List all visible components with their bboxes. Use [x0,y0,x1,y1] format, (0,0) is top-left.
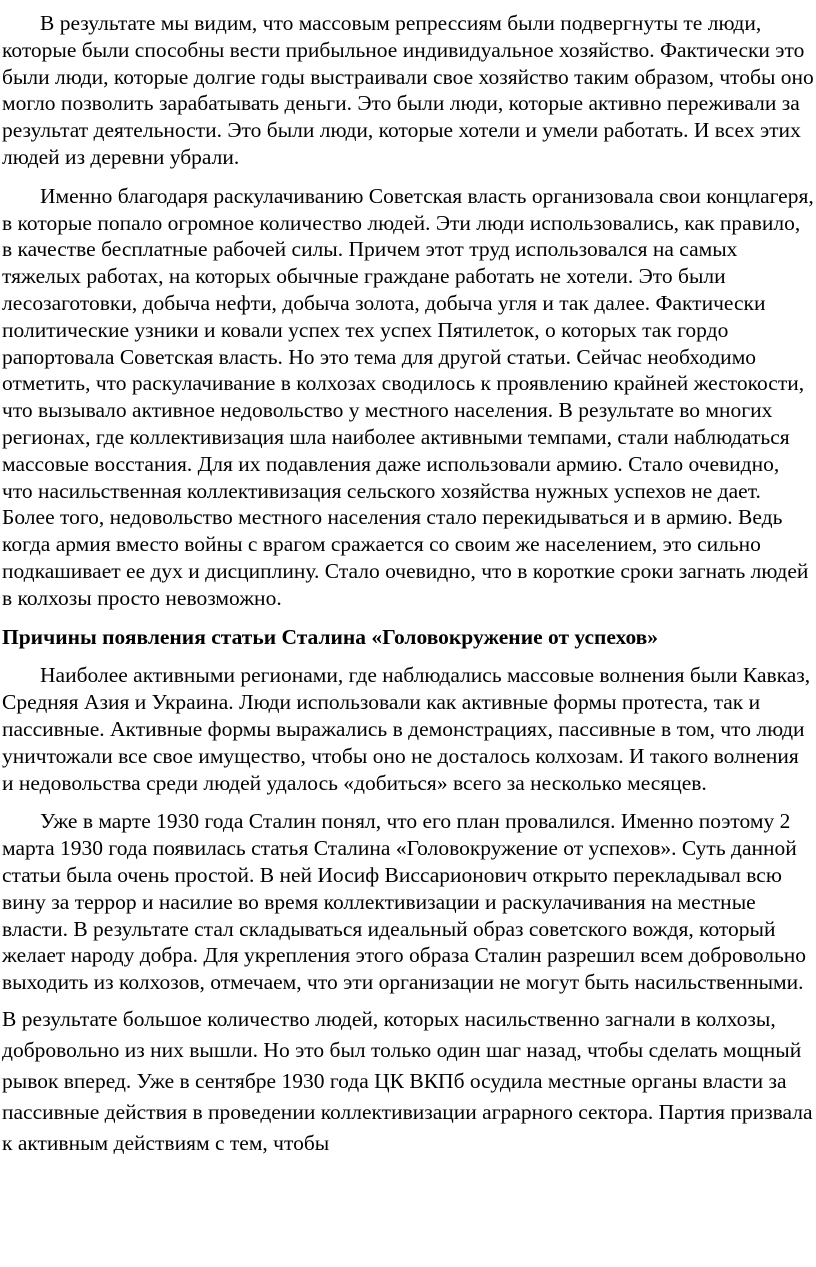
paragraph-repressions: В результате мы видим, что массовым репрессиям были подвергнуты те люди, которые были способны вести прибыльное индивидуальное хозяйство. Фактически это были люди, которые долгие годы выстраивали свое хозяйство таким образом, чтобы оно могло позволить зарабатывать деньги. Это были люди, которые активно переживали за результат деятельности. Это были люди, которые хотели и умели работать. И всех этих людей из деревни убрали. [2,11,814,169]
paragraph-collective-exit: В результате большое количество людей, которых насильственно загнали в колхозы, добровольно из них вышли. Но это был только один шаг назад, чтобы сделать мощный рывок вперед. Уже в сентябре 1930 года ЦК ВКПб осудила местные органы власти за пассивные действия в проведении коллективизации аграрного сектора. Партия призвала к активным действиям с тем, чтобы [2,1006,813,1155]
paragraph-regions-unrest: Наиболее активными регионами, где наблюдались массовые волнения были Кавказ, Средняя Азия и Украина. Люди использовали как активные формы протеста, так и пассивные. Активные формы выражались в демонстрациях, пассивные в том, что люди уничтожали все свое имущество, чтобы оно не досталось колхозам. И такого волнения и недовольства среди людей удалось «добиться» всего за несколько месяцев. [2,663,811,795]
paragraph-stalin-article: Уже в марте 1930 года Сталин понял, что его план провалился. Именно поэтому 2 марта 1930 года появилась статья Сталина «Головокружение от успехов». Суть данной статьи была очень простой. В ней Иосиф Виссарионович открыто перекладывал всю вину за террор и насилие во время коллективизации и раскулачивания на местные власти. В результате стал складываться идеальный образ советского вождя, который желает народу добра. Для укрепления этого образа Сталин разрешил всем добровольно выходить из колхозов, отмечаем, что эти организации не могут быть насильственными. [2,809,807,995]
paragraph-concentration-camps: Именно благодаря раскулачиванию Советская власть организовала свои концлагеря, в которые попало огромное количество людей. Эти люди использовались, как правило, в качестве бесплатные рабочей силы. Причем этот труд использовался на самых тяжелых работах, на которых обычные граждане работать не хотели. Это были лесозаготовки, добыча нефти, добыча золота, добыча угля и так далее. Фактически политические узники и ковали успех тех успех Пятилеток, о которых так гордо рапортовала Советская власть. Но это тема для другой статьи. Сейчас необходимо отметить, что раскулачивание в колхозах сводилось к проявлению крайней жестокости, что вызывало активное недовольство у местного населения. В результате во многих регионах, где коллективизация шла наиболее активными темпами, стали наблюдаться массовые восстания. Для их подавления даже использовали армию. Стало очевидно, что насильственная коллективизация сельского хозяйства нужных успехов не дает. Более того, недовольство местного населения стало перекидываться и в армию. Ведь когда армия вместо войны с врагом сражается со своим же населением, это сильно подкашивает ее дух и дисциплину. Стало очевидно, что в короткие сроки загнать людей в колхозы просто невозможно. [2,183,814,610]
section-heading: Причины появления статьи Сталина «Головокружение от успехов» [2,624,659,649]
